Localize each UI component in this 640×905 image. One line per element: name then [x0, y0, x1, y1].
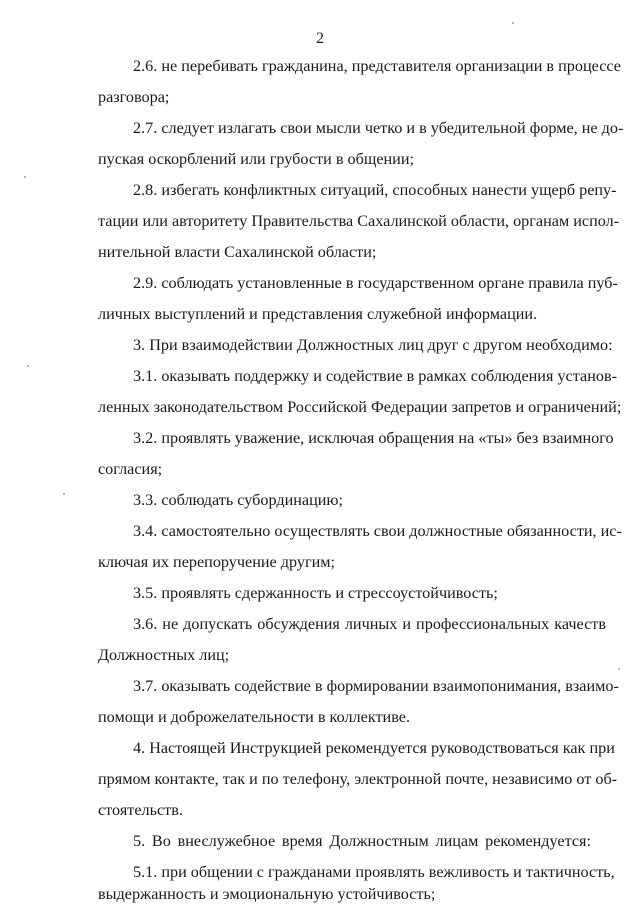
text-line: 5.1. при общении с гражданами проявлять вежливость и тактичность, — [133, 863, 615, 881]
text-line: 2.8. избегать конфликтных ситуаций, способных нанести ущерб репу- — [133, 181, 617, 199]
scan-speck — [618, 668, 620, 670]
text-line: пуская оскорблений или грубости в общении; — [98, 150, 414, 168]
scan-speck — [63, 493, 65, 495]
text-line: 2.7. следует излагать свои мысли четко и в убедительной форме, не до- — [133, 119, 624, 137]
text-line: 3.7. оказывать содействие в формировании взаимопонимания, взаимо- — [133, 677, 619, 695]
text-line: Должностных лиц; — [98, 646, 230, 664]
text-line: личных выступлений и представления служебной информации. — [98, 305, 538, 323]
text-line: 3.6. не допускать обсуждения личных и профессиональных качеств — [133, 615, 606, 633]
text-line: разговора; — [98, 88, 170, 106]
text-line: помощи и доброжелательности в коллективе. — [98, 708, 410, 726]
text-line: нительной власти Сахалинской области; — [98, 243, 377, 261]
text-line: 4. Настоящей Инструкцией рекомендуется руководствоваться как при — [133, 739, 615, 757]
text-line: ленных законодательством Российской Федерации запретов и ограничений; — [98, 398, 622, 416]
page-number: 2 — [316, 30, 324, 47]
text-line: 3. При взаимодействии Должностных лиц друг с другом необходимо: — [133, 336, 613, 354]
text-line: 2.6. не перебивать гражданина, представителя организации в процессе — [133, 57, 621, 75]
text-line: стоятельств. — [98, 801, 183, 819]
text-line: 3.3. соблюдать субординацию; — [133, 491, 344, 509]
text-line: тации или авторитету Правительства Сахалинской области, органам испол- — [98, 212, 620, 230]
text-line: выдержанность и эмоциональную устойчивость; — [98, 885, 436, 903]
text-line: 3.1. оказывать поддержку и содействие в рамках соблюдения установ- — [133, 367, 617, 385]
text-line: ключая их перепоручение другим; — [98, 553, 336, 571]
text-line: 5. Во внеслужебное время Должностным лицам рекомендуется: — [133, 832, 591, 850]
text-line: прямом контакте, так и по телефону, электронной почте, независимо от об- — [98, 770, 618, 788]
text-line: 2.9. соблюдать установленные в государственном органе правила пуб- — [133, 274, 618, 292]
scan-speck — [27, 365, 29, 367]
text-line: 3.4. самостоятельно осуществлять свои должностные обязанности, ис- — [133, 522, 622, 540]
scan-speck — [24, 176, 26, 178]
scan-speck — [512, 22, 514, 24]
text-line: 3.2. проявлять уважение, исключая обращения на «ты» без взаимного — [133, 429, 614, 447]
text-line: согласия; — [98, 460, 163, 478]
text-line: 3.5. проявлять сдержанность и стрессоустойчивость; — [133, 584, 498, 602]
